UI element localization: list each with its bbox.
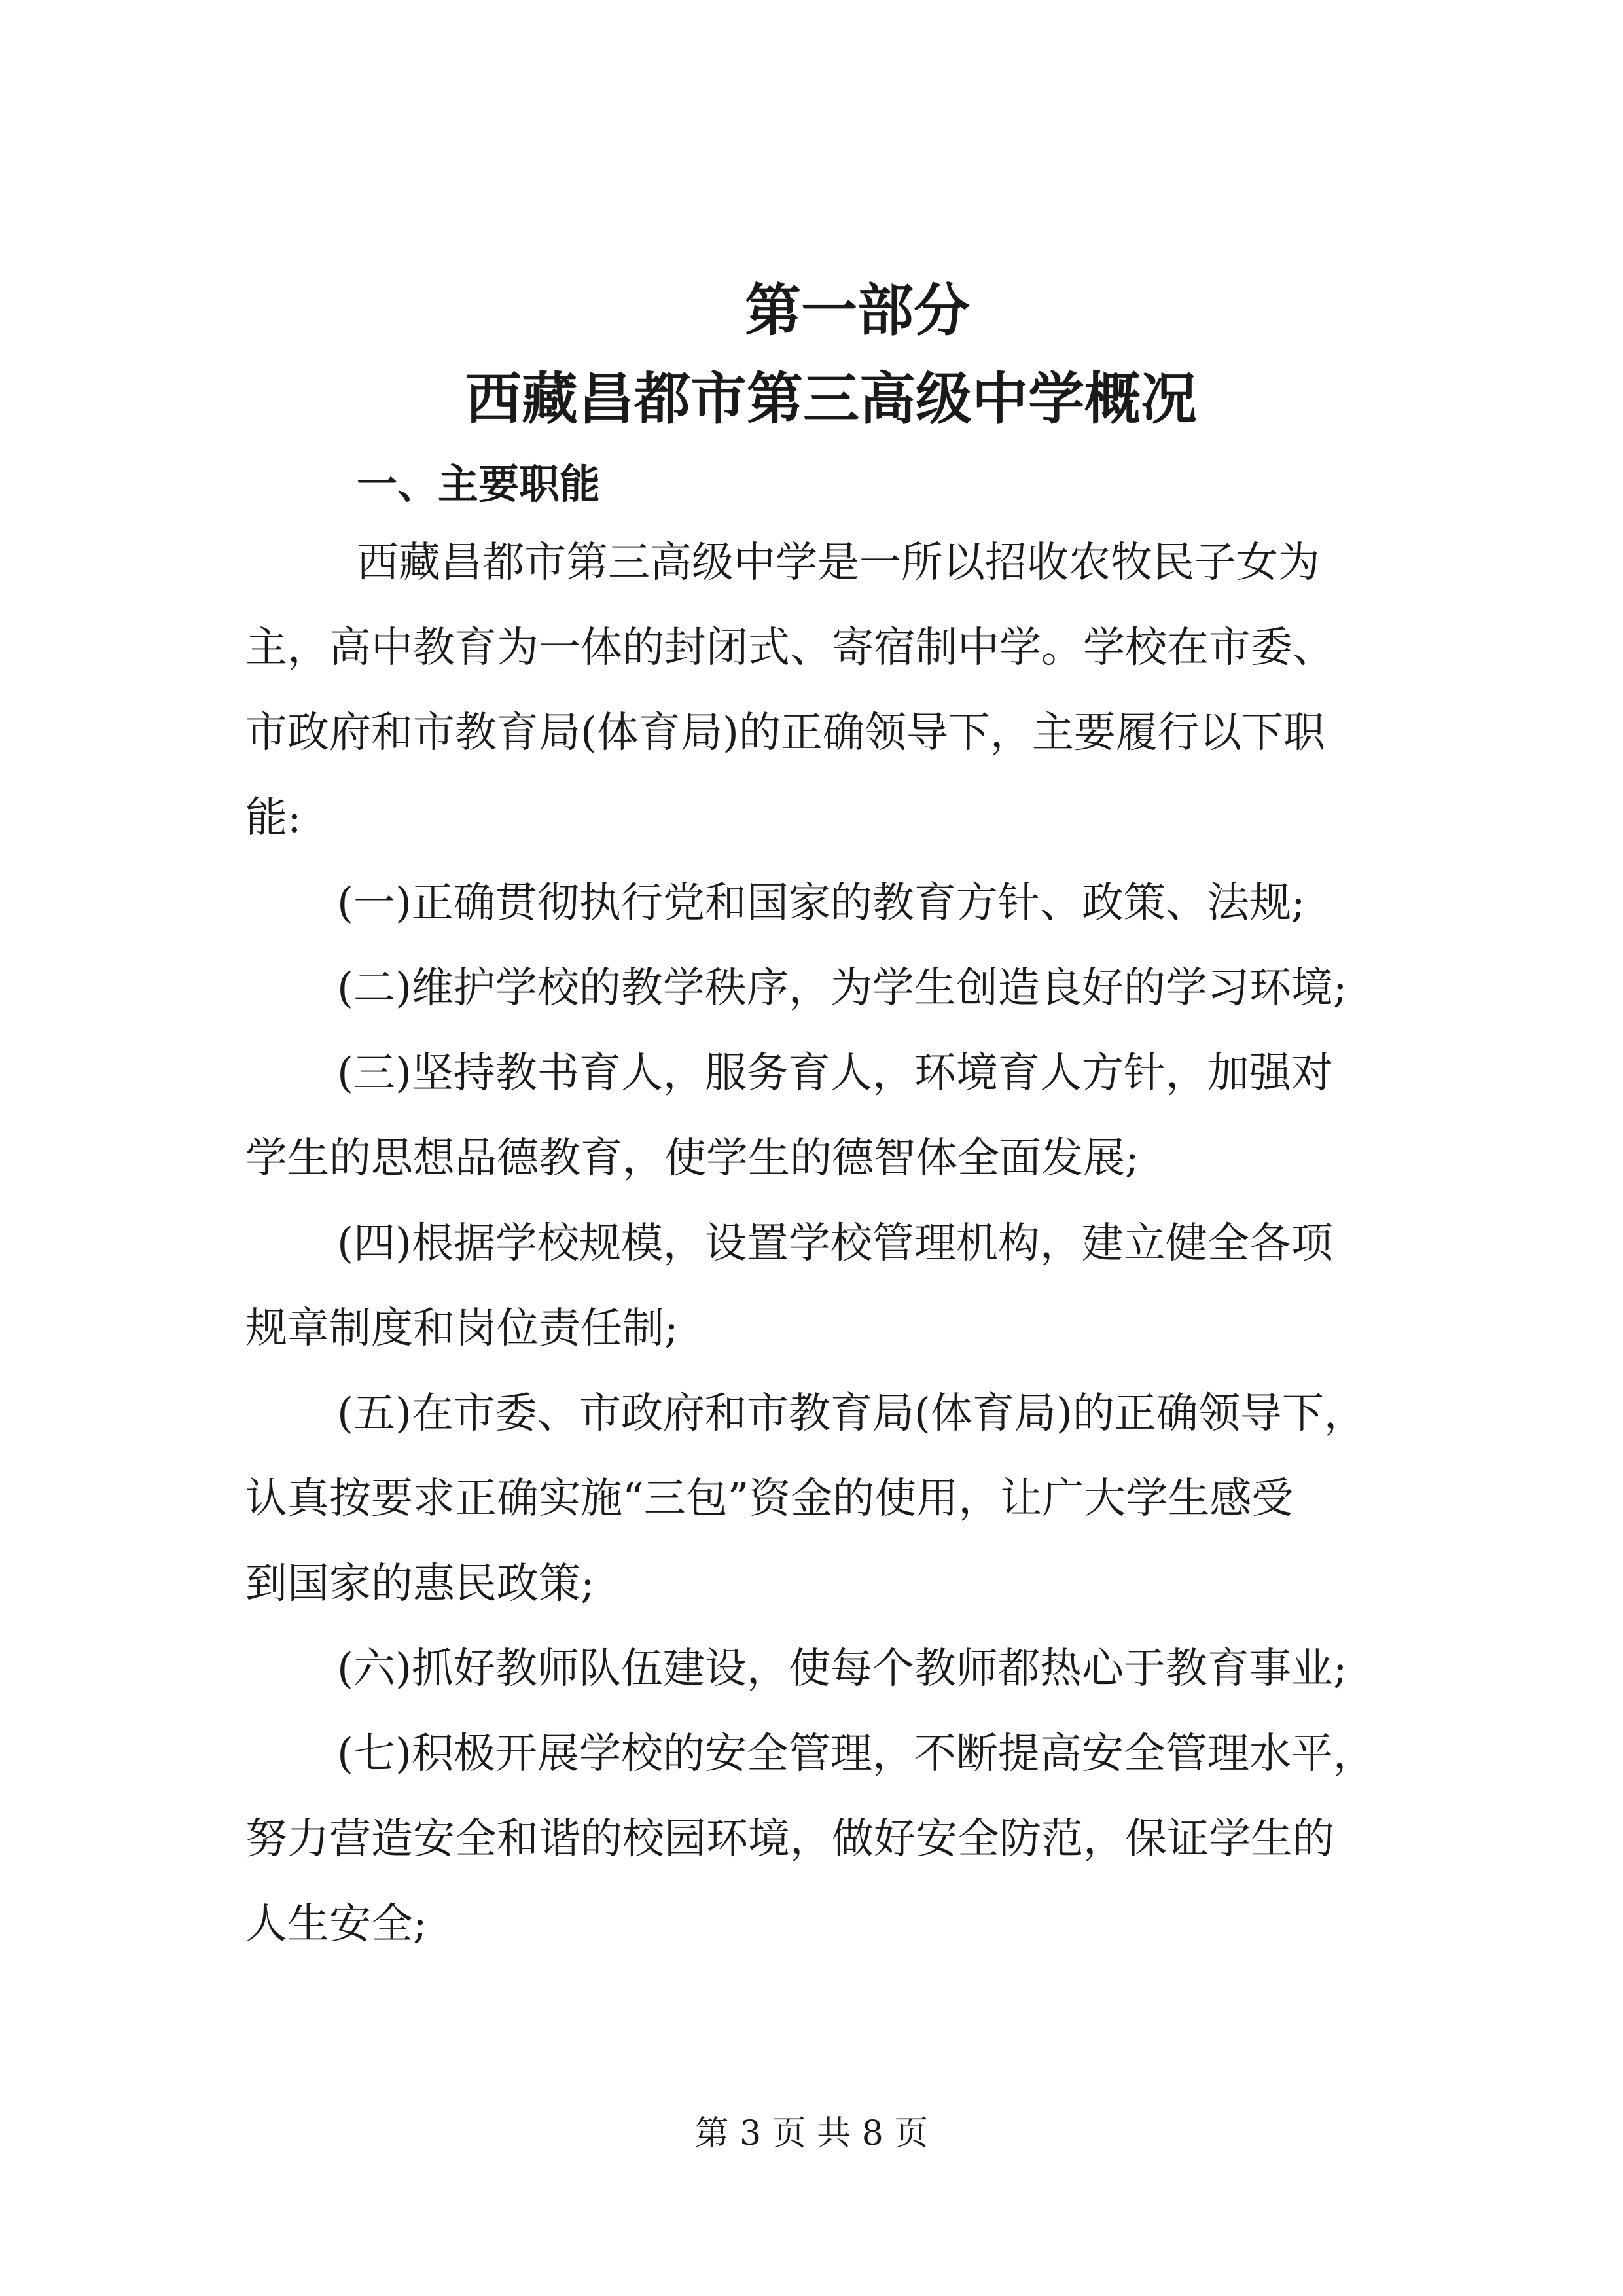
paragraph-line: 市政府和市教育局(体育局)的正确领导下，主要履行以下职 [245,709,1325,757]
paragraph-line: 西藏昌都市第三高级中学是一所以招收农牧民子女为 [357,539,1320,587]
page-footer: 第 3 页 共 8 页 [694,2114,929,2153]
document-title: 西藏昌都市第三高级中学概况 [465,367,1197,432]
list-item: (七)积极开展学校的安全管理，不断提高安全管理水平， [337,1730,1375,1778]
paragraph-line: 能: [245,794,302,842]
list-item-continuation: 到国家的惠民政策; [245,1560,595,1608]
list-item: (五)在市委、市政府和市教育局(体育局)的正确领导下， [337,1390,1366,1438]
list-item: (一)正确贯彻执行党和国家的教育方针、政策、法规; [337,879,1306,927]
list-item-continuation: 努力营造安全和谐的校园环境，做好安全防范，保证学生的 [245,1815,1334,1863]
section-heading: 一、主要职能 [357,460,601,508]
paragraph-line: 主，高中教育为一体的封闭式、寄宿制中学。学校在市委、 [245,624,1334,672]
list-item-continuation: 规章制度和岗位责任制; [245,1304,679,1353]
list-item-continuation: 学生的思想品德教育，使学生的德智体全面发展; [245,1134,1139,1183]
list-item: (六)抓好教师队伍建设，使每个教师都热心于教育事业; [337,1645,1347,1693]
list-item-continuation: 人生安全; [245,1900,427,1948]
part-title: 第一部分 [745,278,970,344]
list-item: (二)维护学校的教学秩序，为学生创造良好的学习环境; [337,964,1347,1013]
list-item: (三)坚持教书育人，服务育人，环境育人方针，加强对 [337,1049,1333,1098]
list-item-continuation: 认真按要求正确实施“三包”资金的使用，让广大学生感受 [245,1475,1294,1523]
list-item: (四)根据学校规模，设置学校管理机构，建立健全各项 [337,1219,1333,1268]
